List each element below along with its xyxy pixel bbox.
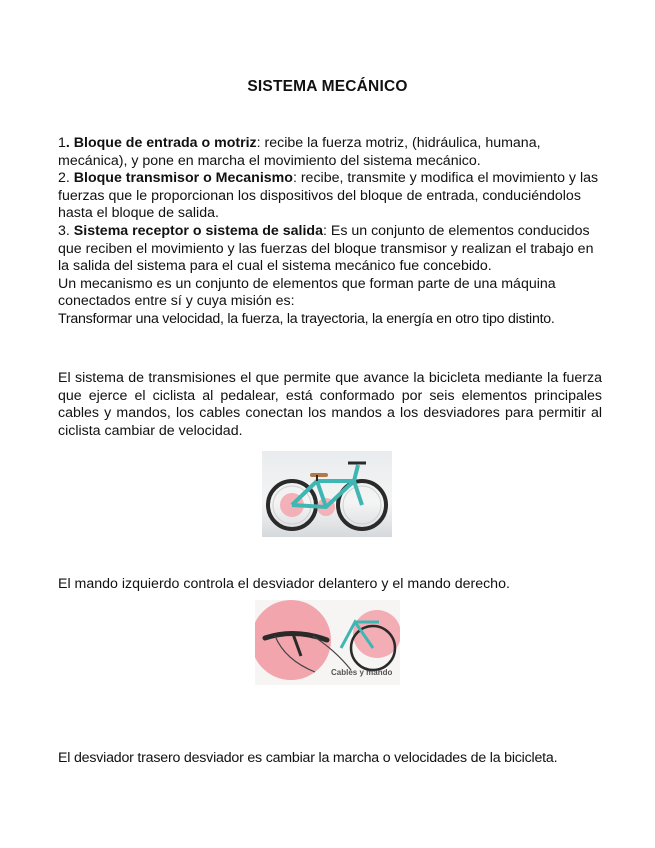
page-title: SISTEMA MECÁNICO (247, 78, 408, 95)
bicycle-image (262, 451, 392, 537)
list-description: : recibe, transmite y modifica el movimiento y las fuerzas que le proporcionan los dispositivos del bloque de entrada, conduciéndolos hasta el bloque de salida. (58, 170, 599, 222)
list-description: : Es un conjunto de elementos conducidos que reciben el movimiento y las fuerzas del bloque transmisor y realizan el trabajo en la salida del sistema para el cual el sistema mecánico fue concebido. (58, 222, 594, 275)
mechanism-mission: Transformar una velocidad, la fuerza, la trayectoria, la energía en otro tipo distinto. (58, 310, 555, 327)
image-caption: Cables y mando (331, 668, 393, 677)
list-description: : recibe la fuerza motriz, (hidráulica, humana, mecánica), y pone en marcha el movimiento del sistema mecánico. (58, 135, 541, 169)
list-term: Bloque transmisor o Mecanismo (69, 170, 293, 187)
blocks-list (58, 135, 602, 329)
mechanism-paragraph: Un mecanismo es un conjunto de elementos que forman parte de una máquina conectados entre sí y cuya misión es: (58, 275, 556, 310)
cables-image (255, 600, 400, 685)
list-number: 2. (58, 170, 70, 187)
list-item (58, 170, 602, 223)
list-number: 1 (58, 135, 66, 151)
list-item (58, 223, 602, 276)
list-term: Sistema receptor o sistema de salida (69, 222, 323, 239)
left-shifter-paragraph: El mando izquierdo controla el desviador delantero y el mando derecho. (58, 576, 510, 592)
list-item (58, 135, 602, 170)
bicycle-illustration (262, 451, 392, 537)
list-number: 3. (58, 222, 70, 239)
rear-derailleur-paragraph: El desviador trasero desviador es cambiar la marcha o velocidades de la bicicleta. (58, 750, 558, 766)
list-term: . Bloque de entrada o motriz (65, 135, 257, 151)
transmission-paragraph: El sistema de transmisiones el que permite que avance la bicicleta mediante la fuerza que ejerce el ciclista al pedalear, está conformado por seis elementos principales cables y mandos, los cables conectan los mandos a los desviadores para permitir al ciclista cambiar de velocidad. (58, 370, 602, 439)
